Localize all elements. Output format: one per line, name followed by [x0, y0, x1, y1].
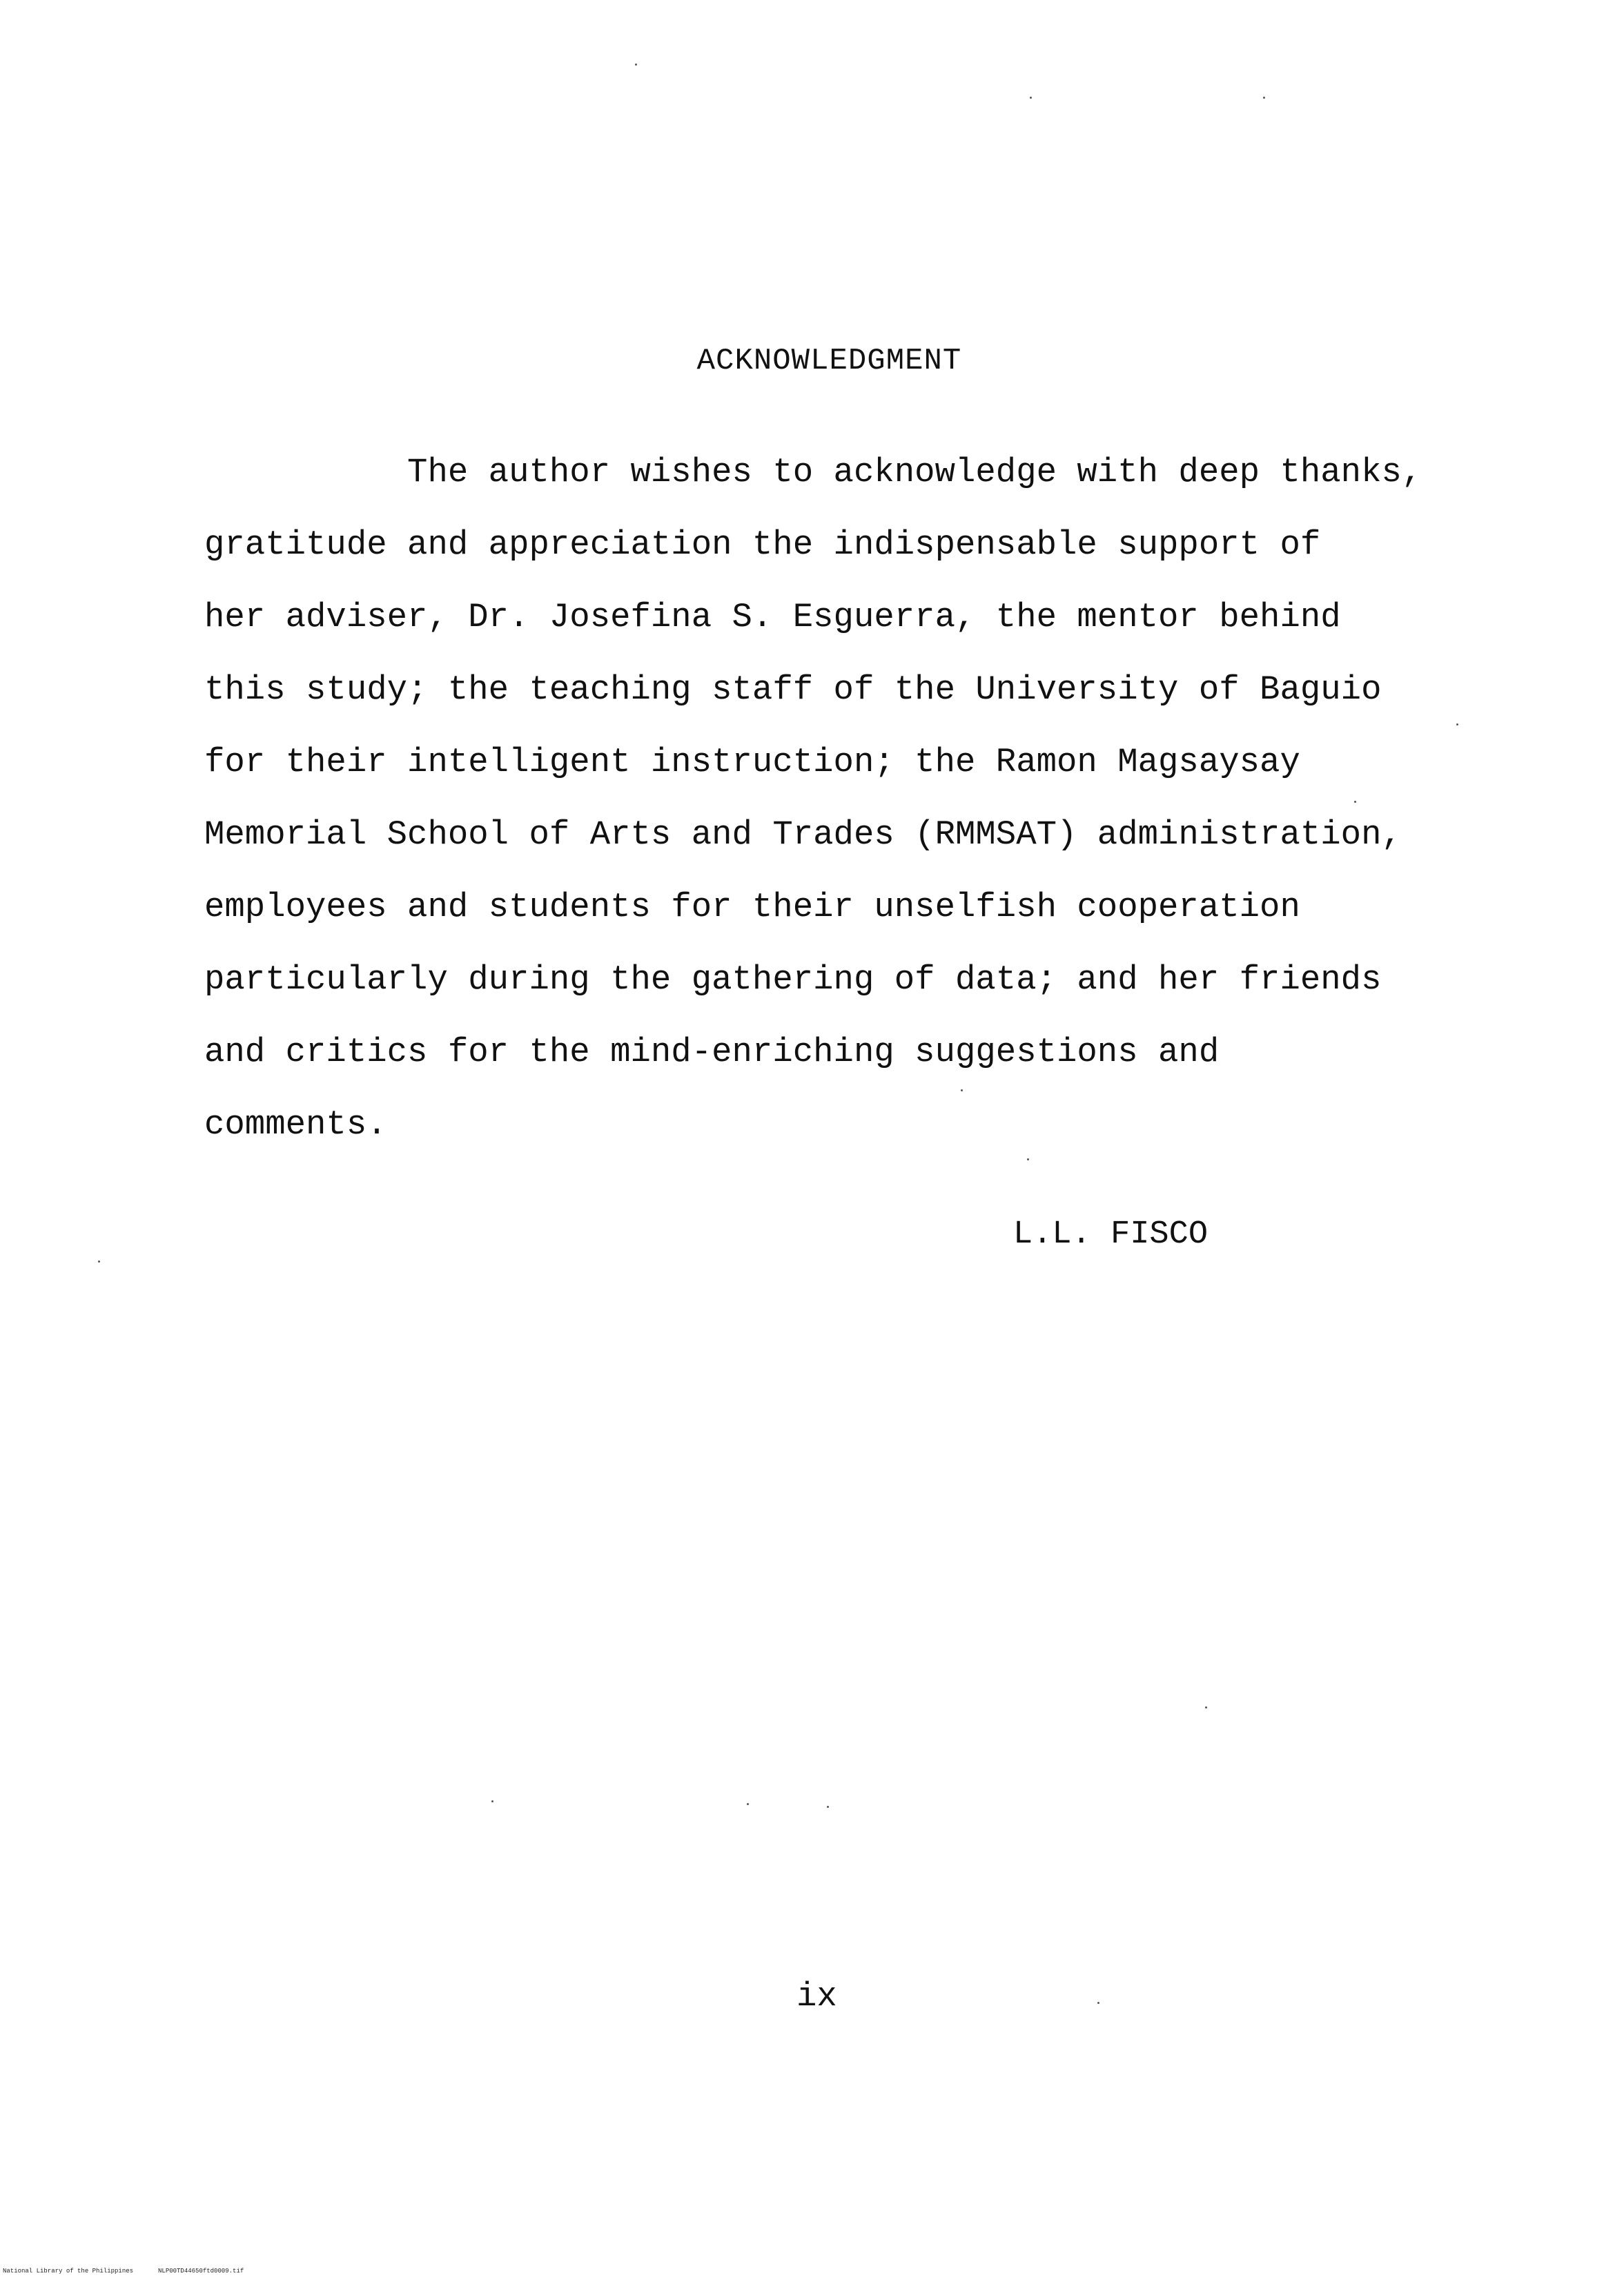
paragraph-line: Memorial School of Arts and Trades (RMMSAT) administration, [204, 815, 1402, 854]
paragraph-line: and critics for the mind-enriching suggestions and [204, 1033, 1220, 1071]
scan-speck [827, 1806, 829, 1808]
scan-speck [1097, 2002, 1099, 2004]
paragraph-line: particularly during the gathering of data; and her friends [204, 960, 1382, 999]
scan-speck [1205, 1706, 1207, 1708]
paragraph-line: The author wishes to acknowledge with deep thanks, [204, 453, 1422, 491]
scan-speck [1030, 97, 1032, 99]
scan-speck [98, 1260, 100, 1263]
scan-speck [635, 64, 637, 66]
paragraph-line: her adviser, Dr. Josefina S. Esguerra, the mentor behind [204, 598, 1341, 636]
scan-speck [747, 1803, 749, 1805]
scan-footer [3, 2268, 268, 2275]
scan-speck [1027, 1158, 1029, 1160]
paragraph-line: comments. [204, 1105, 387, 1144]
author-signature: L.L. FISCO [1013, 1216, 1209, 1253]
scan-speck [1456, 723, 1458, 726]
scan-speck [1263, 97, 1265, 99]
paragraph-line: this study; the teaching staff of the University of Baguio [204, 670, 1382, 709]
page-number: ix [796, 1977, 837, 2016]
file-id-label: NLP00TD44650ftd0009.tif [158, 2268, 244, 2275]
paragraph-line: employees and students for their unselfish cooperation [204, 888, 1300, 926]
scan-speck [491, 1800, 493, 1802]
paragraph-line: gratitude and appreciation the indispensable support of [204, 525, 1321, 564]
scan-speck [961, 1089, 963, 1091]
page-title: ACKNOWLEDGMENT [696, 344, 962, 378]
library-label: National Library of the Philippines [3, 2268, 134, 2275]
paragraph-line: for their intelligent instruction; the Ramon Magsaysay [204, 743, 1300, 781]
scan-speck [1354, 801, 1356, 803]
